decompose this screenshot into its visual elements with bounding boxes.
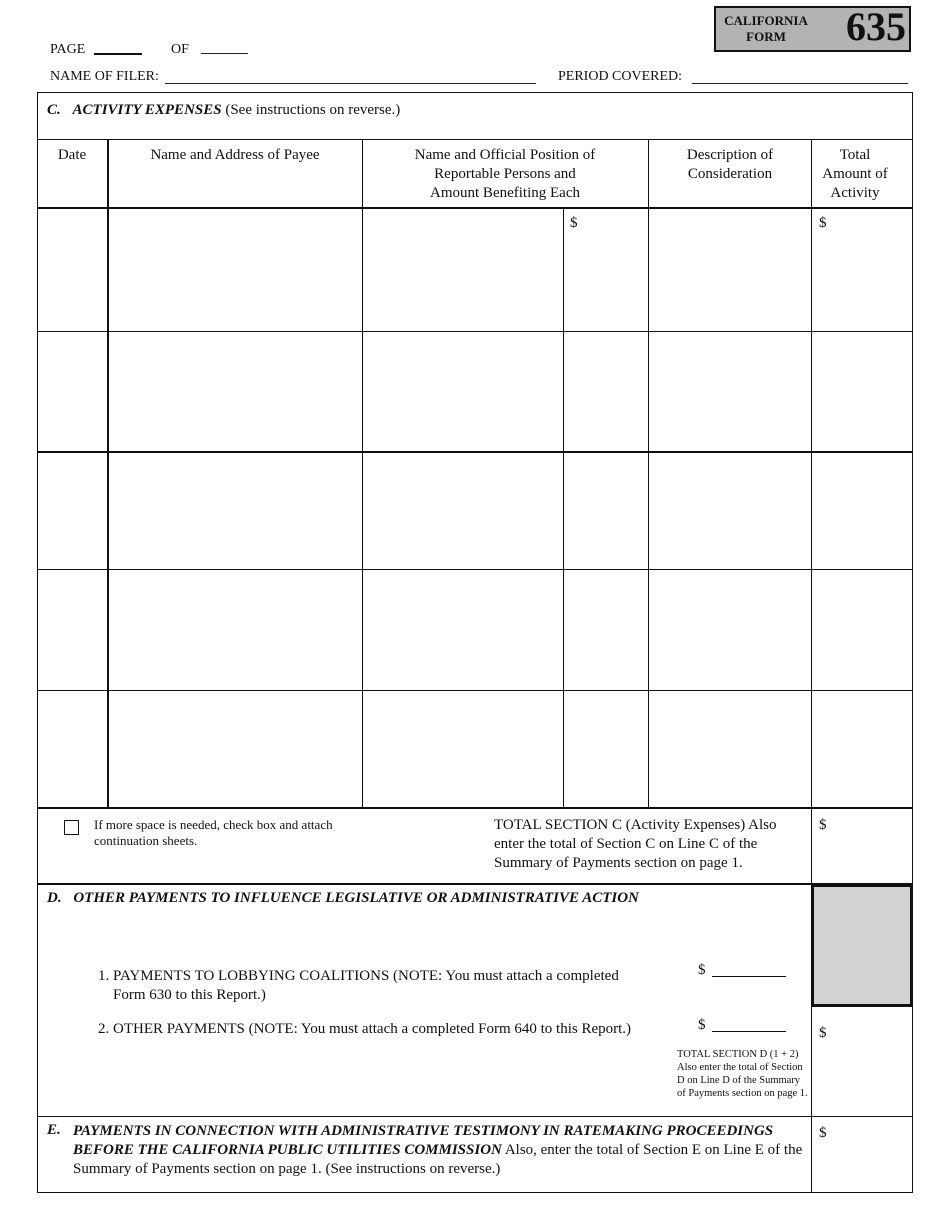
shaded-cell — [811, 884, 913, 1007]
divider — [37, 1116, 913, 1117]
table-row[interactable] — [37, 331, 913, 451]
dollar-sign: $ — [570, 215, 578, 231]
page-total-field[interactable] — [201, 53, 248, 54]
section-c-letter: C. — [47, 102, 61, 118]
total-section-c-label: TOTAL SECTION C (Activity Expenses) Also enter the total of Section C on Line C of the Summary of Payments section on page 1. — [494, 817, 777, 871]
col-header-description: Description of Consideration — [686, 147, 774, 182]
form-badge-line1: CALIFORNIA — [724, 13, 808, 28]
other-payments-amount[interactable] — [712, 1031, 786, 1032]
dollar-sign: $ — [819, 817, 827, 833]
name-of-filer-label: NAME OF FILER: — [50, 69, 159, 84]
table-row[interactable] — [37, 569, 913, 690]
total-section-c-field[interactable] — [812, 808, 912, 883]
table-row[interactable] — [37, 690, 913, 807]
section-d-heading — [47, 890, 639, 907]
name-of-filer-field[interactable] — [165, 83, 536, 84]
item-lobbying-coalitions: 1. PAYMENTS TO LOBBYING COALITIONS (NOTE: You must attach a completed Form 630 to this Report.) — [98, 968, 619, 1003]
more-space-checkbox[interactable] — [64, 820, 79, 835]
page-label: PAGE — [50, 42, 86, 57]
dollar-sign: $ — [819, 1125, 827, 1141]
table-row[interactable] — [37, 451, 913, 569]
dollar-sign: $ — [819, 215, 827, 231]
section-d-letter: D. — [47, 890, 62, 906]
col-header-payee: Name and Address of Payee — [150, 147, 320, 163]
col-header-reportable-persons: Name and Official Position of Reportable Persons and Amount Benefiting Each — [414, 147, 596, 201]
section-c-note: (See instructions on reverse.) — [225, 102, 401, 118]
divider — [37, 807, 913, 809]
of-label: OF — [171, 42, 189, 57]
dollar-sign: $ — [698, 962, 706, 978]
section-e-text — [73, 1122, 803, 1179]
col-header-total: Total Amount of Activity — [822, 147, 888, 201]
section-c-title: ACTIVITY EXPENSES — [72, 102, 222, 118]
period-covered-field[interactable] — [692, 83, 908, 84]
total-section-e-field[interactable] — [812, 1117, 912, 1193]
page-number-field[interactable] — [94, 53, 142, 55]
col-header-date: Date — [57, 147, 87, 163]
form-badge-line2: FORM — [746, 29, 786, 44]
section-e-letter: E. — [47, 1122, 61, 1138]
total-section-d-label: TOTAL SECTION D (1 + 2) Also enter the total of Section D on Line D of the Summary of Payments section on page 1. — [677, 1049, 808, 1099]
section-e-title: PAYMENTS IN CONNECTION WITH ADMINISTRATIVE TESTIMONY IN RATEMAKING PROCEEDINGS BEFORE THE CALIFORNIA PUBLIC UTILITIES COMMISSION — [73, 1123, 774, 1158]
section-c-heading — [47, 102, 400, 119]
lobbying-coalitions-amount[interactable] — [712, 976, 786, 977]
dollar-sign: $ — [819, 1025, 827, 1041]
period-covered-label: PERIOD COVERED: — [558, 69, 683, 84]
divider — [37, 139, 913, 140]
more-space-label: If more space is needed, check box and attach continuation sheets. — [94, 817, 333, 848]
table-row[interactable] — [37, 207, 913, 331]
dollar-sign: $ — [698, 1017, 706, 1033]
section-d-title: OTHER PAYMENTS TO INFLUENCE LEGISLATIVE OR ADMINISTRATIVE ACTION — [73, 890, 639, 906]
form-badge — [714, 6, 911, 52]
form-number: 635 — [846, 4, 906, 49]
section-e-note: Also, enter the total of Section E on Line E of the Summary of Payments section on page 1. (See instructions on reverse.) — [73, 1142, 803, 1177]
item-other-payments: 2. OTHER PAYMENTS (NOTE: You must attach a completed Form 640 to this Report.) — [98, 1021, 632, 1037]
total-section-d-field[interactable] — [812, 1008, 912, 1116]
divider — [37, 883, 913, 885]
